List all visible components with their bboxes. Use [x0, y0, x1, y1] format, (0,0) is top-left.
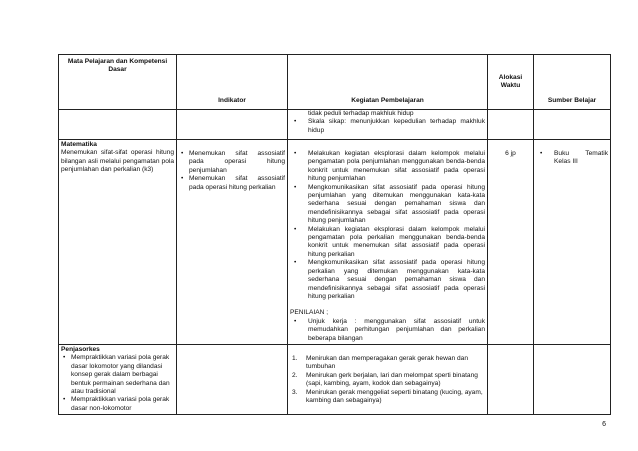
matematika-row: [59, 140, 611, 345]
header-row: [59, 55, 611, 110]
kd-item: • Mempraktikkan variasi pola gerak dasar lokomotor yang dilandasi konsep gerak dalam berbagai bentuk permainan sederhana dan atau tradisional: [61, 354, 174, 396]
subject-penjasorkes: Penjasorkes: [61, 345, 100, 353]
time-allocation: 6 jp: [505, 150, 516, 157]
continuation-text: tidak peduli terhadap makhluk hidup: [308, 110, 414, 117]
source-item: • Buku Tematik Kelas III: [536, 150, 608, 167]
assessment-title: PENILAIAN ;: [290, 309, 329, 317]
header-time: Alokasi Waktu: [488, 55, 534, 110]
activity-item: 3. Menirukan gerak menggeliat seperti binatang (kucing, ayam, kambing dan sebagainya): [292, 388, 483, 404]
activity-item: • Mengkomunikasikan sifat assosiatif pada operasi hitung penjumlahan yang ditemukan menggunakan kata-kata sederhana sesuai dengan pemahaman siswa dan mendefinisikannya sebagai sifat assosiatif pada operasi hitung penjumlahan: [290, 184, 485, 226]
activity-item: • Melakukan kegiatan eksplorasi dalam kelompok melalui pengamatan pola perkalian menggunakan benda-benda konkrit untuk menemukan sifat assosiatif pada operasi hitung perkalian: [290, 226, 485, 260]
continuation-bullet: • Skala sikap: menunjukkan kepedulian terhadap makhluk hidup: [290, 118, 485, 135]
header-activities: Kegiatan Pembelajaran: [288, 55, 488, 110]
kd-item: • Mempraktikkan variasi pola gerak dasar non-lokomotor: [61, 396, 174, 413]
page-number: 6: [602, 421, 606, 428]
activity-item: • Mengkomunikasikan sifat assosiatif pada operasi hitung perkalian yang ditemukan menggunakan kata-kata sederhana sesuai dengan pemahaman siswa dan mendefinisikannya sebagai sifat assosiatif pada operasi hitung perkalian: [290, 259, 485, 301]
header-indicator: Indikator: [177, 55, 288, 110]
lesson-plan-table: [58, 54, 611, 415]
activity-item: 2. Menirukan gerk berjalan, lari dan melompat sperti binatang (sapi, kambing, ayam, kodok dan sebagainya): [292, 371, 478, 388]
activity-item: • Melakukan kegiatan eksplorasi dalam kelompok melalui pengamatan pola penjumlahan menggunakan benda-benda konkrit untuk menemukan sifat assosiatif pada operasi hitung penjumlahan: [290, 150, 485, 184]
subject-matematika: Matematika: [61, 141, 97, 148]
indicator-item: • Menemukan sifat assosiatif pada operasi hitung penjumlahan: [179, 150, 285, 175]
header-source: Sumber Belajar: [534, 55, 611, 110]
penjasorkes-row: [59, 344, 611, 414]
header-subject: Mata Pelajaran dan Kompetensi Dasar: [59, 55, 177, 110]
indicator-item: • Menemukan sifat assosiatif pada operasi hitung perkalian: [179, 175, 285, 192]
assessment-item: • Unjuk kerja : menggunakan sifat assosiatif untuk memudahkan perhitungan penjumlahan dan perkalian beberapa bilangan: [290, 318, 485, 343]
kd-matematika: Menemukan sifat-sifat operasi hitung bilangan asli melalui pengamatan pola penjumlahan dan perkalian (k3): [61, 149, 174, 174]
continuation-row: [59, 110, 611, 140]
activity-item: 1. Menirukan dan memperagakan gerak gerak hewan dan tumbuhan: [292, 354, 469, 371]
